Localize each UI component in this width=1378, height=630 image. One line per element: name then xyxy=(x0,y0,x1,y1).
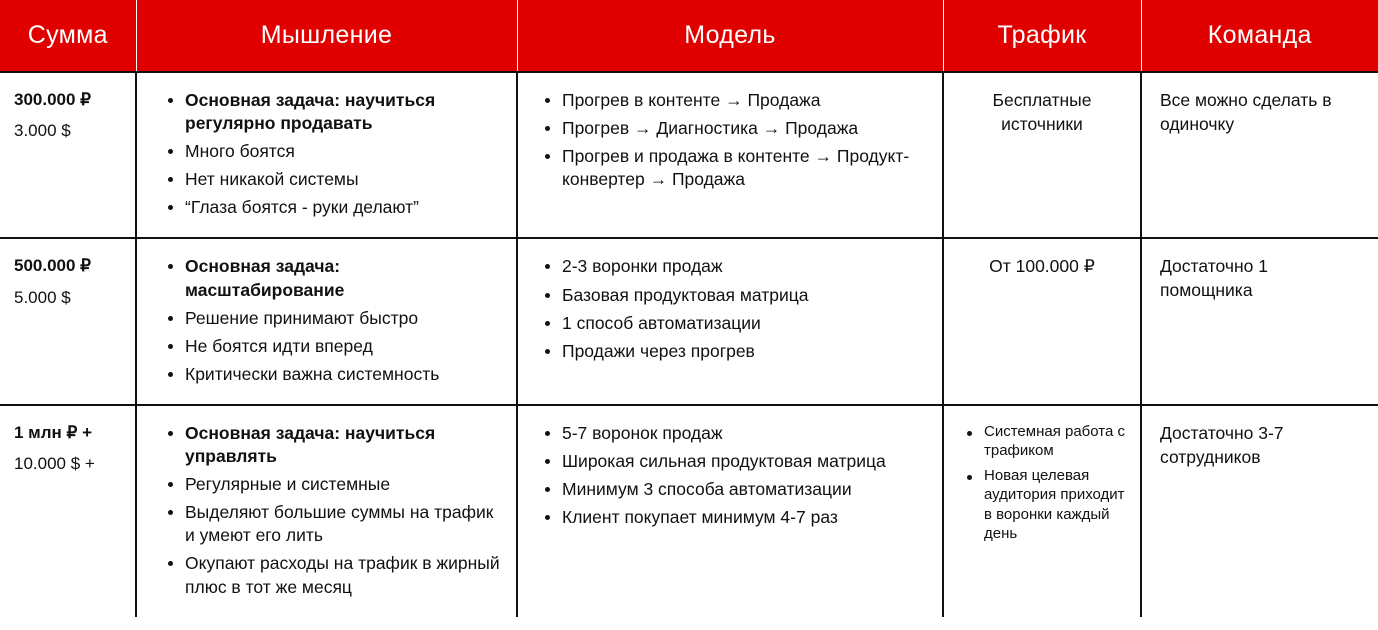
traffic-text: От 100.000 ₽ xyxy=(989,256,1095,277)
sum-amount-usd: 10.000 $ + xyxy=(14,454,95,474)
table-header xyxy=(0,0,1378,72)
cell-mindset xyxy=(136,72,517,238)
cell-sum xyxy=(0,238,136,404)
cell-traffic xyxy=(943,72,1141,238)
list-item: “Глаза боятся - руки делают” xyxy=(183,196,502,219)
cell-team xyxy=(1141,238,1378,404)
model-list xyxy=(540,89,928,191)
mindset-list xyxy=(163,255,502,385)
sum-amount-rub: 500.000 ₽ xyxy=(14,256,91,276)
column-header-model: Модель xyxy=(517,0,943,72)
list-item: Прогрев и продажа в контенте → Продукт-конвертер → Продажа xyxy=(560,145,928,191)
list-item: Много боятся xyxy=(183,140,502,163)
header-row xyxy=(0,0,1378,72)
list-item: Минимум 3 способа автоматизации xyxy=(560,478,928,501)
table-row xyxy=(0,238,1378,404)
model-list xyxy=(540,255,928,362)
column-header-sum: Сумма xyxy=(0,0,136,72)
traffic-list xyxy=(962,422,1126,544)
list-item: Выделяют большие суммы на трафик и умеют его лить xyxy=(183,501,502,547)
list-item: Критически важна системность xyxy=(183,363,502,386)
list-item: Клиент покупает минимум 4-7 раз xyxy=(560,506,928,529)
sum-amount-rub: 1 млн ₽ + xyxy=(14,422,93,442)
table-row xyxy=(0,72,1378,238)
traffic-text: Бесплатные источники xyxy=(992,90,1092,134)
list-item: Нет никакой системы xyxy=(183,168,502,191)
cell-sum xyxy=(0,72,136,238)
list-item: Основная задача: масштабирование xyxy=(183,255,502,301)
list-item: Прогрев в контенте → Продажа xyxy=(560,89,928,112)
list-item: 2-3 воронки продаж xyxy=(560,255,928,278)
list-item: Не боятся идти вперед xyxy=(183,335,502,358)
list-item: Основная задача: научиться регулярно продавать xyxy=(183,89,502,135)
list-item: 5-7 воронок продаж xyxy=(560,422,928,445)
list-item: Широкая сильная продуктовая матрица xyxy=(560,450,928,473)
sum-amount-rub: 300.000 ₽ xyxy=(14,90,91,109)
cell-mindset xyxy=(136,405,517,617)
cell-traffic xyxy=(943,238,1141,404)
cell-model xyxy=(517,405,943,617)
list-item: Регулярные и системные xyxy=(183,473,502,496)
list-item: Продажи через прогрев xyxy=(560,340,928,363)
cell-team xyxy=(1141,405,1378,617)
list-item: Окупают расходы на трафик в жирный плюс в тот же месяц xyxy=(183,552,502,598)
list-item: Новая целевая аудитория приходит в воронки каждый день xyxy=(984,466,1125,543)
list-item: Решение принимают быстро xyxy=(183,307,502,330)
list-item: 1 способ автоматизации xyxy=(560,312,928,335)
model-list xyxy=(540,422,928,529)
mindset-list xyxy=(163,89,502,219)
column-header-mindset: Мышление xyxy=(136,0,517,72)
cell-team xyxy=(1141,72,1378,238)
sum-amount-usd: 3.000 $ xyxy=(14,121,71,141)
column-header-traffic: Трафик xyxy=(943,0,1141,72)
team-text: Достаточно 3-7 сотрудников xyxy=(1160,422,1284,467)
table-body xyxy=(0,72,1378,617)
list-item: Прогрев → Диагностика → Продажа xyxy=(560,117,928,140)
column-header-team: Команда xyxy=(1141,0,1378,72)
team-text: Достаточно 1 помощника xyxy=(1160,256,1268,301)
cell-traffic xyxy=(943,405,1141,617)
cell-model xyxy=(517,72,943,238)
cell-model xyxy=(517,238,943,404)
list-item: Базовая продуктовая матрица xyxy=(560,284,928,307)
sum-amount-usd: 5.000 $ xyxy=(14,287,71,307)
table-row xyxy=(0,405,1378,617)
cell-mindset xyxy=(136,238,517,404)
list-item: Основная задача: научиться управлять xyxy=(183,422,502,468)
mindset-list xyxy=(163,422,502,599)
cell-sum xyxy=(0,405,136,617)
list-item: Системная работа с трафиком xyxy=(984,422,1125,460)
team-text: Все можно сделать в одиночку xyxy=(1160,90,1332,134)
